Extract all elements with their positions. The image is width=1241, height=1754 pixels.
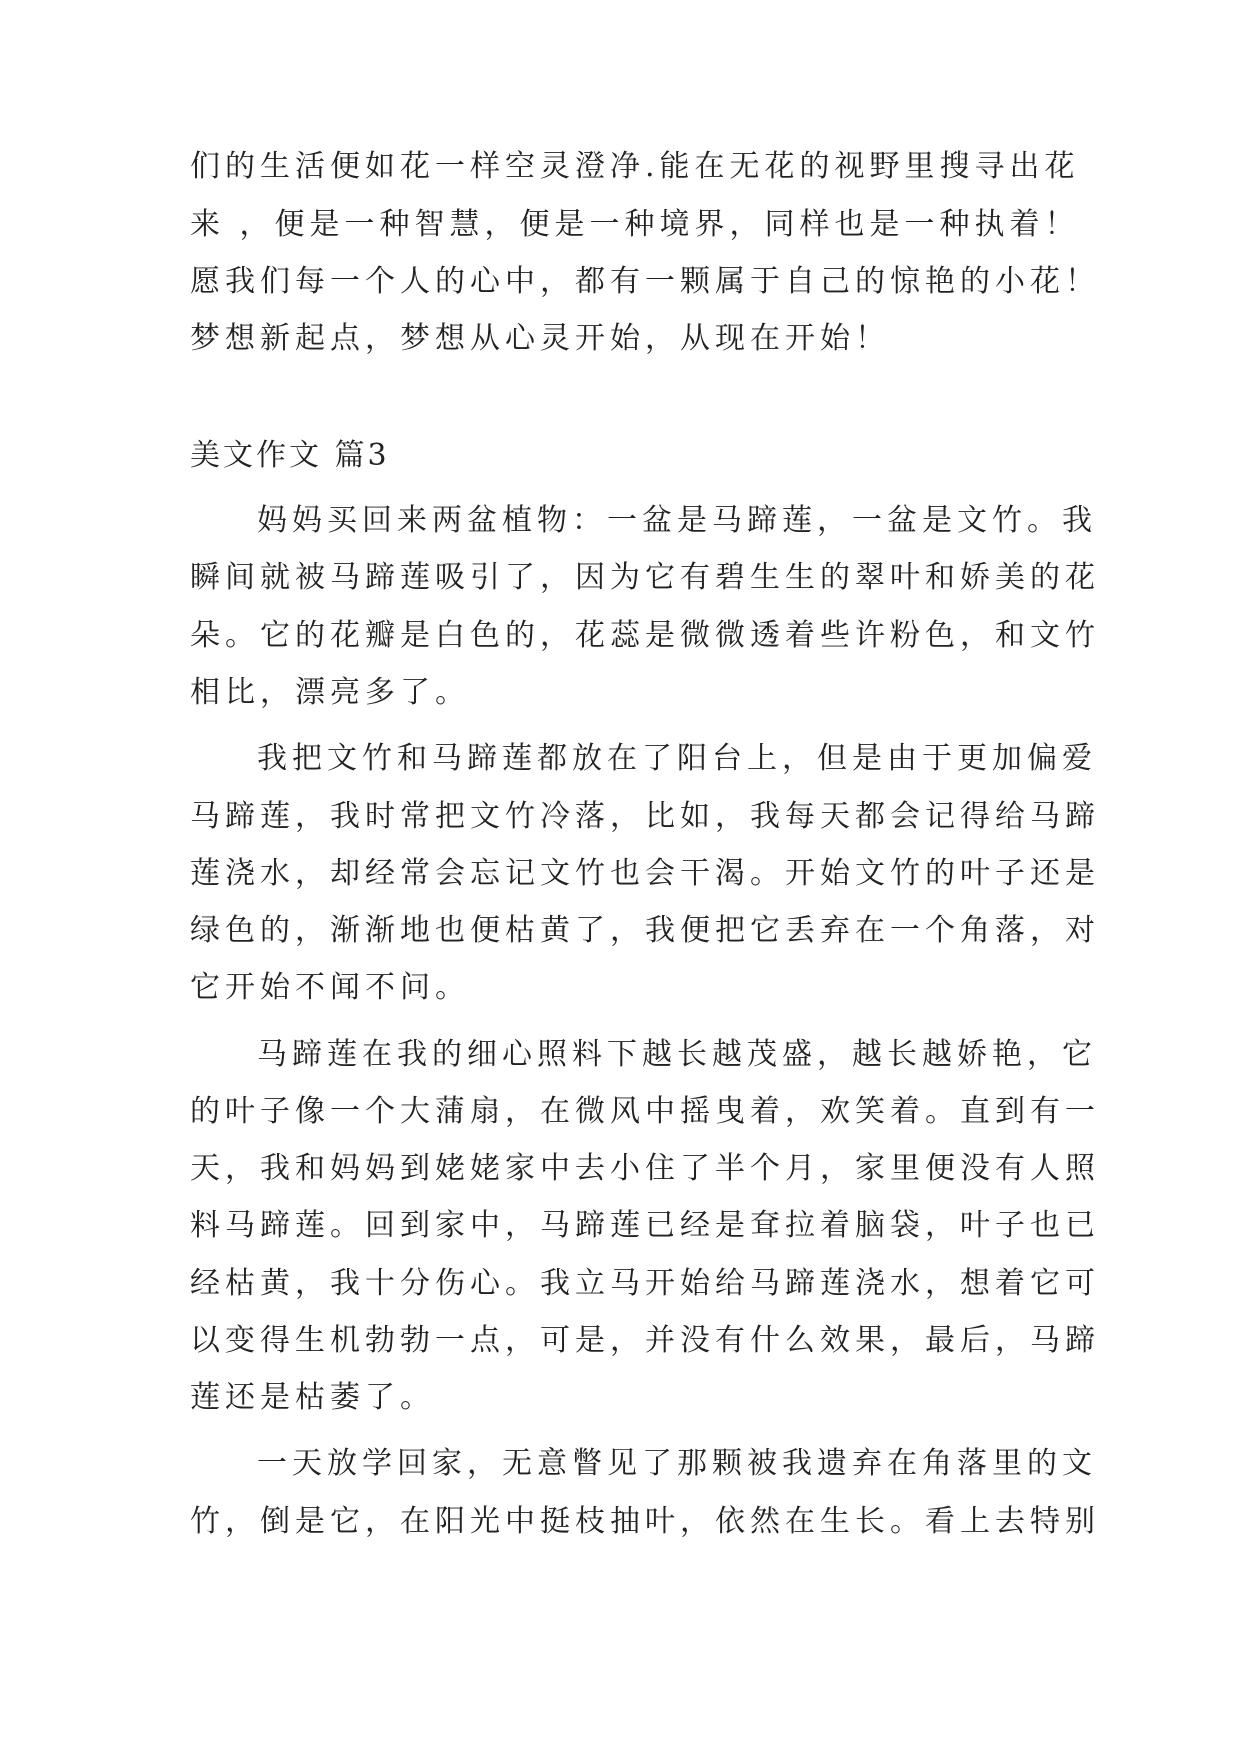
text-line: 它开始不闻不问。 — [190, 970, 470, 1005]
text-line: 竹，倒是它，在阳光中挺枝抽叶，依然在生长。看上去特别 — [190, 1504, 1100, 1539]
text-line: 妈妈买回来两盆植物：一盆是马蹄莲，一盆是文竹。我 — [257, 503, 1097, 538]
text-line: 朵。它的花瓣是白色的，花蕊是微微透着些许粉色，和文竹 — [190, 618, 1100, 653]
text-line: 莲还是枯萎了。 — [190, 1380, 435, 1415]
text-line: 马蹄莲，我时常把文竹冷落，比如，我每天都会记得给马蹄 — [190, 799, 1100, 834]
text-line: 绿色的，渐渐地也便枯黄了，我便把它丢弃在一个角落，对 — [190, 913, 1100, 948]
text-line: 梦想新起点，梦想从心灵开始，从现在开始！ — [190, 321, 890, 356]
text-line: 一天放学回家，无意瞥见了那颗被我遗弃在角落里的文 — [257, 1446, 1097, 1481]
text-line: 来 ，便是一种智慧，便是一种境界，同样也是一种执着！ — [190, 207, 1080, 242]
section-title: 美文作文 篇3 — [190, 438, 390, 473]
text-line: 莲浇水，却经常会忘记文竹也会干渴。开始文竹的叶子还是 — [190, 856, 1100, 891]
text-line: 以变得生机勃勃一点，可是，并没有什么效果，最后，马蹄 — [190, 1323, 1100, 1358]
text-line: 瞬间就被马蹄莲吸引了，因为它有碧生生的翠叶和娇美的花 — [190, 560, 1100, 595]
text-line: 的叶子像一个大蒲扇，在微风中摇曳着，欢笑着。直到有一 — [190, 1094, 1100, 1129]
text-line: 经枯黄，我十分伤心。我立马开始给马蹄莲浇水，想着它可 — [190, 1266, 1100, 1301]
text-line: 愿我们每一个人的心中，都有一颗属于自己的惊艳的小花！ — [190, 264, 1100, 299]
text-line: 料马蹄莲。回到家中，马蹄莲已经是耷拉着脑袋，叶子也已 — [190, 1208, 1100, 1243]
text-line: 马蹄莲在我的细心照料下越长越茂盛，越长越娇艳，它 — [257, 1037, 1097, 1072]
text-line: 相比，漂亮多了。 — [190, 675, 470, 710]
text-line: 们的生活便如花一样空灵澄净.能在无花的视野里搜寻出花 — [190, 149, 1080, 184]
text-line: 我把文竹和马蹄莲都放在了阳台上，但是由于更加偏爱 — [257, 741, 1097, 776]
text-line: 天，我和妈妈到姥姥家中去小住了半个月，家里便没有人照 — [190, 1151, 1100, 1186]
